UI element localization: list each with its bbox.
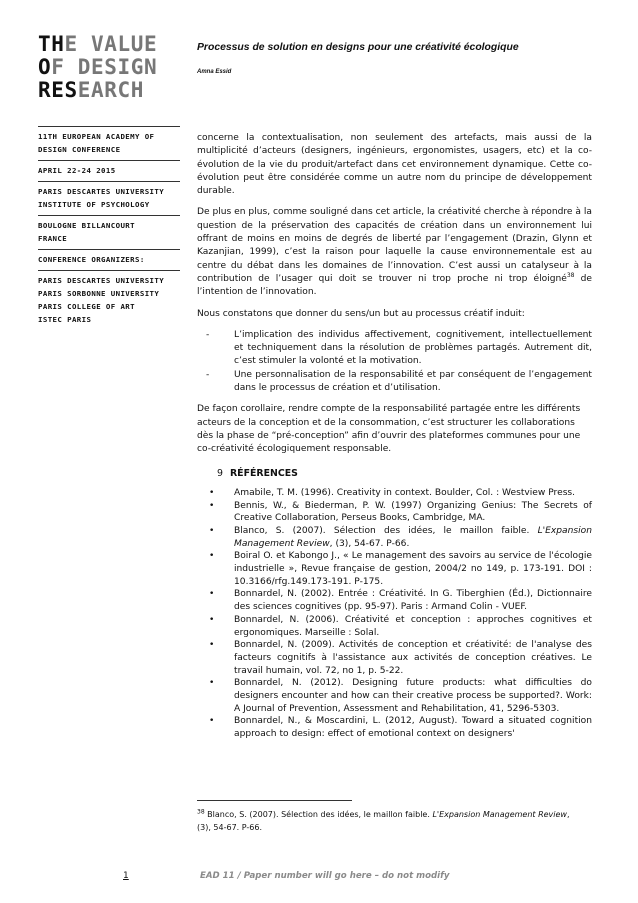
- paragraph: De façon corollaire, rendre compte de la responsabilité partagée entre les différents acteurs de la conception et de la consommation, c’est structurer les collaborations dès la phase de “pré-conception” afin d’ouvrir des plateformes communes pour une co-créativité écologiquement responsable.: [197, 404, 581, 455]
- reference-item: • Bennis, W., & Biederman, P. W. (1997) Organizing Genius: The Secrets of Creative Collaboration, Perseus Books, Cambridge, MA.: [209, 500, 592, 524]
- bullet-icon: •: [209, 551, 215, 562]
- bullet-icon: •: [209, 678, 215, 689]
- paper-body: [197, 132, 592, 741]
- bullet-icon: •: [209, 614, 215, 625]
- bullet-icon: •: [209, 640, 215, 651]
- dash-bullet-icon: -: [206, 369, 210, 380]
- paper-title: Processus de solution en designs pour une créativité écologique: [197, 42, 519, 53]
- logo-line: OF DESIGN: [38, 55, 158, 79]
- reference-item: • Bonnardel, N. (2009). Activités de conception et créativité: de l'analyse des facteurs cognitifs à l'assistance aux activités de conception créatives. Le travail humain, vol. 72, no 1, p. 5-22.: [209, 640, 592, 676]
- bullet-icon: •: [209, 500, 215, 511]
- sidebar-organizers-heading: CONFERENCE ORGANIZERS:: [38, 249, 180, 270]
- page-number: 1: [123, 871, 129, 881]
- logo-line: THE VALUE: [38, 32, 158, 56]
- reference-item: • Bonnardel, N. (2002). Entrée : Créativité. In G. Tiberghien (Éd.), Dictionnaire des sciences cognitives (pp. 95-97). Paris : Armand Colin - VUEF.: [209, 589, 592, 613]
- sidebar-conference-name: 11TH EUROPEAN ACADEMY OF DESIGN CONFERENCE: [38, 126, 180, 160]
- conference-logo: [38, 33, 168, 102]
- reference-list: [197, 487, 592, 741]
- paragraph: Nous constatons que donner du sens/un but au processus créatif induit:: [197, 308, 525, 319]
- page-footer: EAD 11 / Paper number will go here – do not modify: [200, 871, 450, 881]
- reference-item: • Blanco, S. (2007). Sélection des idées, le maillon faible. L'Expansion Management Review, (3), 54-67. P-66.: [209, 525, 592, 549]
- logo-line: RESEARCH: [38, 78, 144, 102]
- reference-item: • Amabile, T. M. (1996). Creativity in context. Boulder, Col. : Westview Press.: [209, 487, 576, 498]
- reference-item: • Bonnardel, N. (2006). Créativité et conception : approches cognitives et ergonomiques. Marseille : Solal.: [209, 614, 592, 638]
- reference-item: • Bonnardel, N., & Moscardini, L. (2012, August). Toward a situated cognition approach to design: effect of emotional context on designers': [209, 716, 592, 740]
- footnote-number: 38: [197, 808, 205, 816]
- references-heading: [217, 467, 592, 480]
- dash-list: [197, 329, 592, 395]
- sidebar-host: PARIS DESCARTES UNIVERSITY INSTITUTE OF PSYCHOLOGY: [38, 181, 180, 215]
- footnote: $^{38}$ Blanco, S. (2007). Sélection des idées, le maillon faible. L'Expansion Management Review, (3), 54-67. P-66.: [197, 808, 570, 832]
- dash-bullet-icon: -: [206, 329, 210, 340]
- sidebar-dates: APRIL 22-24 2015: [38, 160, 180, 181]
- footnote-separator: [197, 800, 352, 801]
- paragraph: concerne la contextualisation, non seulement des artefacts, mais aussi de la multiplicité d’acteurs (designers, ingénieurs, ergonomistes, usagers, etc) et la co-évolution de la vie du produit/artefact dans cet environnement dynamique. Cette co-évolution peut être considérée comme un autre nom du principe de développement durable.: [197, 133, 592, 197]
- reference-item: • Boiral O. et Kabongo J., « Le management des savoirs au service de l'écologie industrielle », Revue française de gestion, 2004/2 no 149, p. 173-191. DOI : 10.3166/rfg.149.173-191. P-175.: [209, 551, 592, 587]
- reference-item: • Bonnardel, N. (2012). Designing future products: what difficulties do designers encounter and how can their creative process be supported?. Work: A Journal of Prevention, Assessment and Rehabilitation, 41, 5296-5303.: [209, 678, 592, 714]
- paragraph: De plus en plus, comme souligné dans cet article, la créativité cherche à répondre à la question de la préservation des capacités de création dans un environnement lui offrant de moins en moins de degrés de liberté par l’engagement (Drazin, Glynn et Kazanjian, 1999), c’est la raison pour laquelle la cause environnementale est au centre du débat dans les domaines de l’innovation. C’est aussi un catalyseur à la contribution de l’usager qui doit se trouver ni trop proche ni trop éloigné$^{38}$ de l’intention de l’innovation.: [197, 207, 592, 298]
- sidebar-organizers: PARIS DESCARTES UNIVERSITY PARIS SORBONNE UNIVERSITY PARIS COLLEGE OF ART ISTEC PARIS: [38, 270, 180, 330]
- sidebar-location: BOULOGNE BILLANCOURT FRANCE: [38, 215, 180, 249]
- bullet-icon: •: [209, 487, 215, 498]
- bullet-icon: •: [209, 525, 215, 536]
- bullet-icon: •: [209, 589, 215, 600]
- paper-author: Amna Essid: [197, 69, 232, 75]
- bullet-icon: •: [209, 716, 215, 727]
- section-title: RÉFÉRENCES: [229, 467, 298, 479]
- footnote-marker[interactable]: 38: [566, 271, 575, 279]
- list-item: - L’implication des individus affectivement, cognitivement, intellectuellement et techniquement dans la résolution de problèmes partagés. Autrement dit, c’est stimuler la volonté et la motivation.: [206, 329, 592, 367]
- conference-sidebar: [38, 126, 180, 330]
- list-item: - Une personnalisation de la responsabilité et par conséquent de l’engagement dans le processus de création et d’utilisation.: [206, 369, 592, 394]
- section-number: 9: [217, 467, 223, 479]
